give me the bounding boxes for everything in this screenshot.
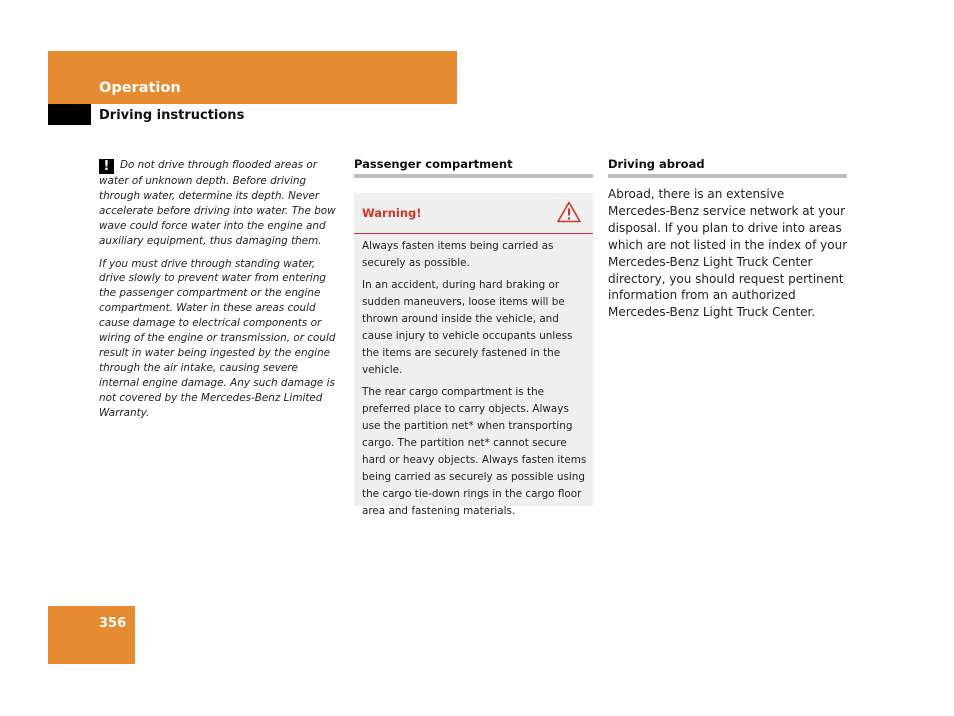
warning-triangle-icon — [557, 201, 581, 223]
warning-paragraph-2: In an accident, during hard braking or sudden maneuvers, loose items will be thrown around inside the vehicle, and cause injury to vehicle occupants unless the items are securely fastened in the vehicle. — [362, 279, 573, 376]
notice-column — [99, 158, 339, 429]
warning-box — [354, 193, 593, 517]
abroad-heading: Driving abroad — [608, 157, 705, 171]
abroad-heading-rule — [608, 174, 847, 178]
passenger-heading: Passenger compartment — [354, 157, 513, 171]
warning-body — [362, 238, 588, 525]
abroad-paragraph: Abroad, there is an extensive Mercedes-Benz service network at your disposal. If you plan to drive into areas which are not listed in the index of your Mercedes-Benz Light Truck Center directory, you should request pertinent information from an authorized Mercedes-Benz Light Truck Center. — [608, 187, 848, 320]
section-title: Operation — [99, 80, 181, 96]
section-tab-marker — [48, 104, 91, 125]
notice-paragraph-1 — [99, 158, 339, 249]
warning-label: Warning! — [362, 206, 422, 220]
exclamation-icon: ! — [99, 159, 114, 174]
warning-paragraph-3: The rear cargo compartment is the preferred place to carry objects. Always use the partition net* when transporting cargo. The partition net* cannot secure hard or heavy objects. Always fasten items being carried as securely as possible using the cargo tie-down rings in the cargo floor area and fastening materials. — [362, 386, 587, 517]
passenger-heading-rule — [354, 174, 593, 178]
page-number-band — [48, 606, 135, 664]
notice-paragraph-2: If you must drive through standing water, drive slowly to prevent water from entering the passenger compartment or the engine compartment. Water in these areas could cause damage to electrical components or wiring of the engine or transmission, or could result in water being ingested by the engine through the air intake, causing severe internal engine damage. Any such damage is not covered by the Mercedes-Benz Limited Warranty. — [99, 257, 336, 419]
notice-text-1: Do not drive through flooded areas or water of unknown depth. Before driving through water, determine its depth. Never accelerate before driving into water. The bow wave could force water into the engine and auxiliary equipment, thus damaging them. — [99, 159, 336, 247]
subsection-title: Driving instructions — [99, 108, 245, 123]
header-band — [48, 51, 457, 104]
warning-header — [354, 193, 593, 234]
abroad-body — [608, 186, 848, 321]
page-number: 356 — [99, 616, 127, 631]
warning-paragraph-1: Always fasten items being carried as securely as possible. — [362, 240, 554, 269]
